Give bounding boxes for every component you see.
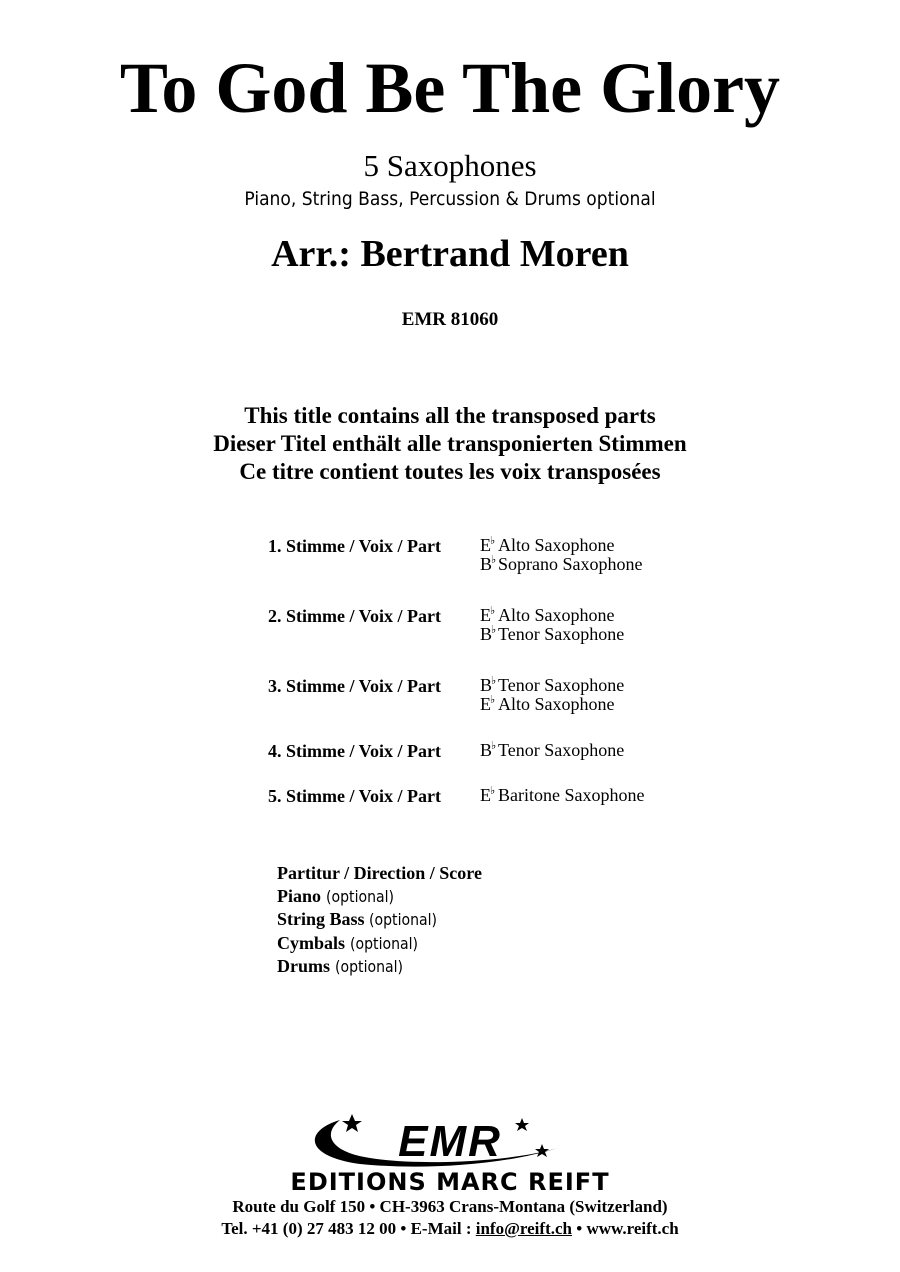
instrument — [480, 695, 624, 714]
instrument — [480, 625, 624, 644]
key-letter: E — [480, 785, 491, 805]
part-label: 1. Stimme / Voix / Part — [268, 536, 441, 556]
extra-note: (optional) — [349, 933, 418, 953]
separator: • — [576, 1219, 583, 1238]
extra-item — [277, 955, 482, 979]
instrument-name: Baritone Saxophone — [498, 785, 645, 805]
logo-text: EMR — [398, 1117, 502, 1166]
website-link[interactable]: www.reift.ch — [586, 1219, 679, 1238]
flat-symbol: ♭ — [490, 785, 496, 797]
flat-symbol: ♭ — [491, 675, 497, 687]
key-letter: B — [480, 624, 493, 644]
extra-name: Drums — [277, 956, 330, 977]
publisher-contact — [0, 1218, 900, 1239]
catalog-number: EMR 81060 — [401, 309, 499, 330]
key-letter: E — [480, 535, 491, 555]
part-instruments — [480, 676, 624, 714]
instrument-name: Alto Saxophone — [498, 605, 615, 625]
instrument — [480, 676, 624, 695]
key-letter: B — [480, 740, 493, 760]
arranger: Arr.: Bertrand Moren — [271, 233, 629, 275]
part-instruments — [480, 786, 644, 805]
flat-symbol: ♭ — [490, 535, 496, 547]
extra-name: String Bass — [277, 909, 365, 930]
instrument — [480, 606, 624, 625]
separator: • — [400, 1219, 407, 1238]
phone: Tel. +41 (0) 27 483 12 00 — [221, 1219, 397, 1238]
instrument-name: Alto Saxophone — [498, 535, 615, 555]
star-icon — [342, 1114, 362, 1132]
extra-name: Cymbals — [277, 932, 346, 953]
extra-note: (optional) — [325, 886, 394, 906]
notice-english: This title contains all the transposed parts — [244, 403, 656, 428]
instrument-name: Alto Saxophone — [498, 694, 615, 714]
publisher-address: Route du Golf 150 • CH-3963 Crans-Montana (Switzerland) — [232, 1197, 668, 1216]
extra-name: Piano — [277, 885, 322, 906]
instrument-name: Tenor Saxophone — [498, 624, 625, 644]
flat-symbol: ♭ — [491, 740, 497, 752]
part-instruments — [480, 606, 624, 644]
transposition-notice — [0, 402, 900, 486]
instrument — [480, 741, 624, 760]
extra-item — [277, 908, 482, 932]
key-letter: E — [480, 605, 491, 625]
flat-symbol: ♭ — [491, 554, 497, 566]
star-icon — [535, 1144, 549, 1157]
key-letter: B — [480, 554, 493, 574]
flat-symbol: ♭ — [490, 605, 496, 617]
instrument — [480, 786, 644, 805]
part-label: 2. Stimme / Voix / Part — [268, 606, 441, 626]
part-instruments — [480, 536, 642, 574]
notice-french: Ce titre contient toutes les voix transposées — [239, 459, 661, 484]
notice-german: Dieser Titel enthält alle transponierten Stimmen — [213, 431, 687, 456]
page-title: To God Be The Glory — [119, 48, 781, 128]
key-letter: B — [480, 675, 493, 695]
extra-note: (optional) — [369, 910, 438, 930]
email-link[interactable]: info@reift.ch — [475, 1219, 572, 1238]
star-icon — [515, 1118, 529, 1131]
instrument-name: Soprano Saxophone — [498, 554, 643, 574]
extras-list — [277, 862, 482, 979]
flat-symbol: ♭ — [490, 694, 496, 706]
key-letter: E — [480, 694, 491, 714]
instrument — [480, 555, 642, 574]
optional-instruments: Piano, String Bass, Percussion & Drums optional — [244, 188, 656, 210]
instrument — [480, 536, 642, 555]
instrument-name: Tenor Saxophone — [498, 675, 625, 695]
extra-item — [277, 885, 482, 909]
email-label: E-Mail : — [410, 1219, 472, 1238]
extra-note: (optional) — [334, 957, 403, 977]
flat-symbol: ♭ — [491, 624, 497, 636]
emr-logo — [300, 1108, 600, 1176]
instrument-name: Tenor Saxophone — [498, 740, 625, 760]
part-label: 4. Stimme / Voix / Part — [268, 741, 441, 761]
part-label: 3. Stimme / Voix / Part — [268, 676, 441, 696]
part-label: 5. Stimme / Voix / Part — [268, 786, 441, 806]
score-line: Partitur / Direction / Score — [277, 863, 482, 883]
extra-item — [277, 932, 482, 956]
subtitle: 5 Saxophones — [363, 148, 537, 183]
part-instruments — [480, 741, 624, 760]
publisher-name: EDITIONS MARC REIFT — [290, 1168, 610, 1196]
